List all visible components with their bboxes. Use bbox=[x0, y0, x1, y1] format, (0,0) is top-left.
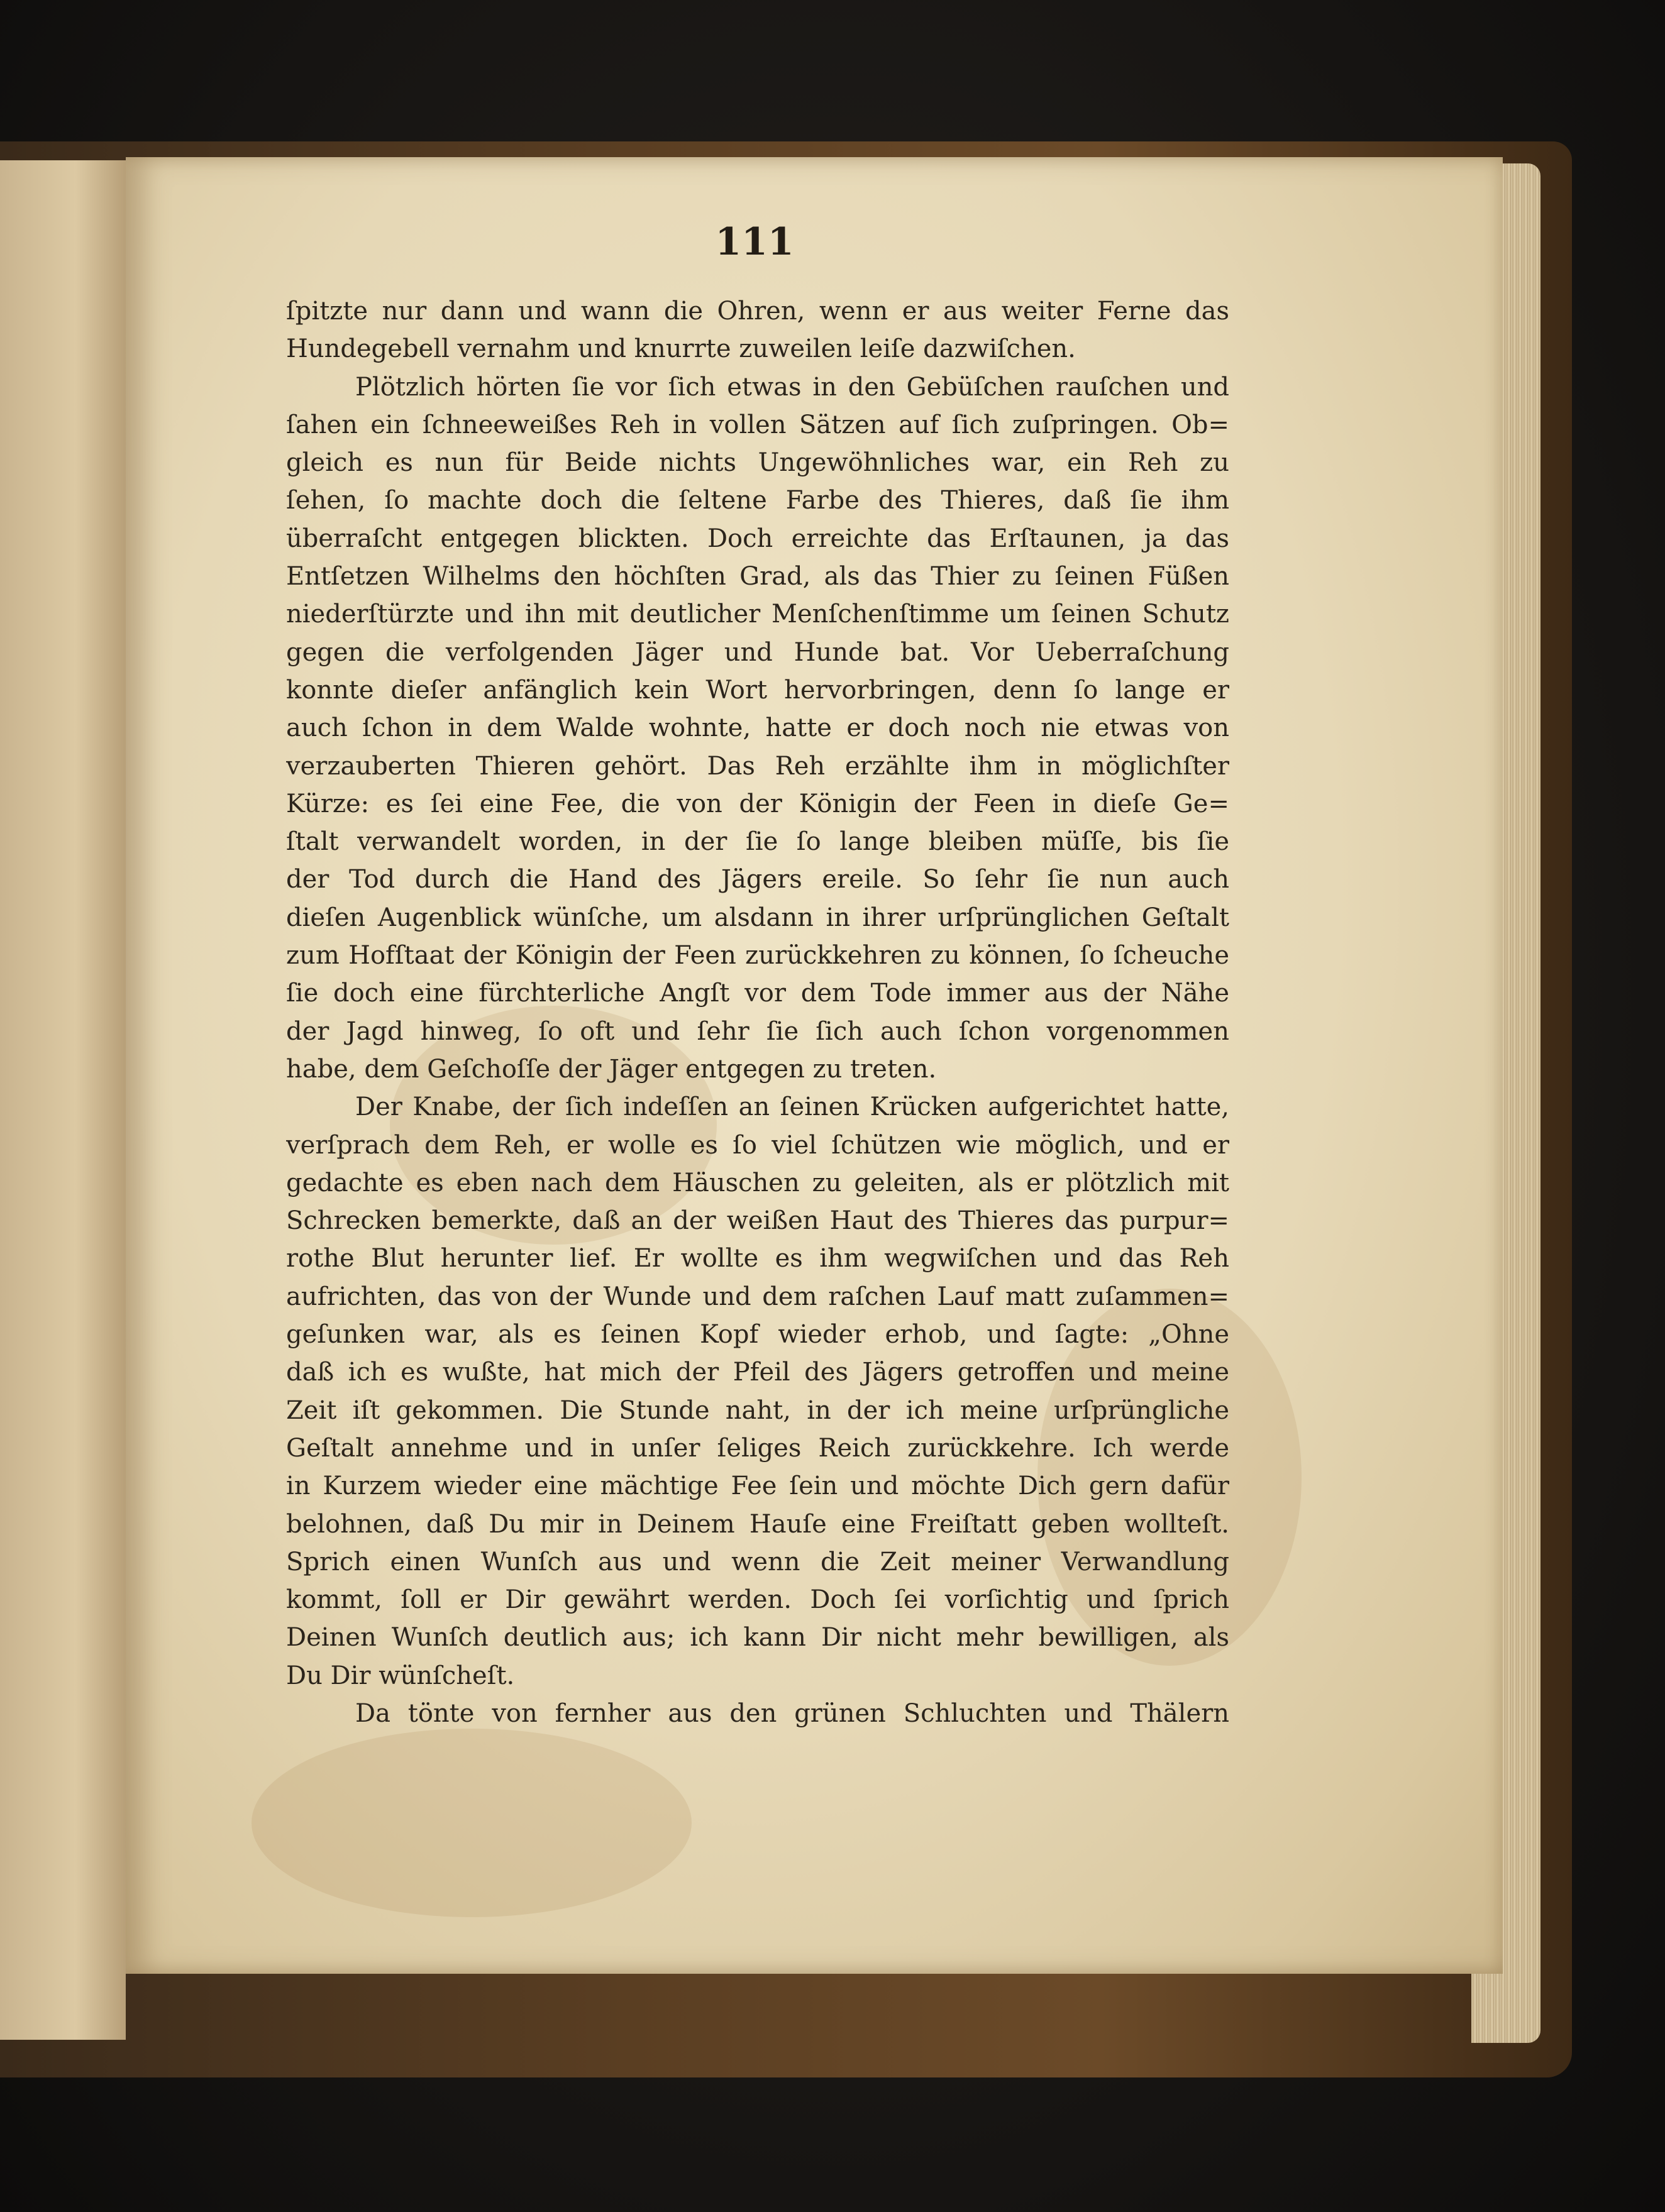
text-line: der Tod durch die Hand des Jägers ereile. So ſehr ſie nun auch bbox=[286, 865, 1229, 894]
text-line: ſpitzte nur dann und wann die Ohren, wenn er aus weiter Ferne das bbox=[286, 297, 1229, 326]
text-line: in Kurzem wieder eine mächtige Fee ſein und möchte Dich gern dafür bbox=[286, 1472, 1229, 1501]
text-line: ſie doch eine fürchterliche Angſt vor dem Tode immer aus der Nähe bbox=[286, 979, 1229, 1008]
page-number: 111 bbox=[715, 220, 794, 264]
text-line: konnte dieſer anfänglich kein Wort hervorbringen, denn ſo lange er bbox=[286, 675, 1229, 705]
text-line: Entſetzen Wilhelms den höchſten Grad, als das Thier zu ſeinen Füßen bbox=[286, 562, 1229, 592]
text-line: Der Knabe, der ſich indeſſen an ſeinen Krücken aufgerichtet hatte, bbox=[355, 1092, 1229, 1122]
text-line: ſahen ein ſchneeweißes Reh in vollen Sätzen auf ſich zuſpringen. Ob= bbox=[286, 410, 1229, 439]
text-line: niederſtürzte und ihn mit deutlicher Menſchenſtimme um ſeinen Schutz bbox=[286, 600, 1229, 629]
text-line: dieſen Augenblick wünſche, um alsdann in ihrer urſprünglichen Geſtalt bbox=[286, 903, 1229, 932]
text-line: Deinen Wunſch deutlich aus; ich kann Dir nicht mehr bewilligen, als bbox=[286, 1623, 1229, 1653]
text-line: verſprach dem Reh, er wolle es ſo viel ſchützen wie möglich, und er bbox=[286, 1130, 1229, 1160]
text-line: Kürze: es ſei eine Fee, die von der Königin der Feen in dieſe Ge= bbox=[286, 789, 1229, 818]
text-line: Hundegebell vernahm und knurrte zuweilen leiſe dazwiſchen. bbox=[286, 334, 1076, 364]
text-line: belohnen, daß Du mir in Deinem Hauſe eine Freiſtatt geben wollteſt. bbox=[286, 1509, 1229, 1539]
text-line: Zeit iſt gekommen. Die Stunde naht, in der ich meine urſprüngliche bbox=[286, 1395, 1229, 1425]
text-line: überraſcht entgegen blickten. Doch erreichte das Erſtaunen, ja das bbox=[286, 524, 1229, 553]
text-line: ſtalt verwandelt worden, in der ſie ſo lange bleiben müſſe, bis ſie bbox=[286, 827, 1229, 857]
body-text bbox=[286, 292, 1229, 1732]
text-line: aufrichten, das von der Wunde und dem raſchen Lauf matt zuſammen= bbox=[286, 1282, 1229, 1311]
text-line: Da tönte von fernher aus den grünen Schluchten und Thälern bbox=[355, 1698, 1229, 1728]
text-line: Schrecken bemerkte, daß an der weißen Haut des Thieres das purpur= bbox=[286, 1206, 1229, 1236]
text-line: daß ich es wußte, hat mich der Pfeil des Jägers getroffen und meine bbox=[286, 1358, 1229, 1387]
text-line: habe, dem Geſchoſſe der Jäger entgegen zu treten. bbox=[286, 1054, 937, 1084]
text-line: Geſtalt annehme und in unſer ſeliges Reich zurückkehre. Ich werde bbox=[286, 1433, 1229, 1463]
text-line: geſunken war, als es ſeinen Kopf wieder erhob, und ſagte: „Ohne bbox=[286, 1320, 1229, 1350]
text-line: Plötzlich hörten ſie vor ſich etwas in den Gebüſchen rauſchen und bbox=[355, 372, 1229, 402]
page-stain bbox=[252, 1729, 692, 1917]
text-line: gedachte es eben nach dem Häuschen zu geleiten, als er plötzlich mit bbox=[286, 1168, 1229, 1197]
text-line: rothe Blut herunter lief. Er wollte es ihm wegwiſchen und das Reh bbox=[286, 1244, 1229, 1274]
text-line: der Jagd hinweg, ſo oft und ſehr ſie ſich auch ſchon vorgenommen bbox=[286, 1016, 1229, 1046]
text-line: verzauberten Thieren gehört. Das Reh erzählte ihm in möglichſter bbox=[286, 751, 1229, 781]
text-line: zum Hofſtaat der Königin der Feen zurückkehren zu können, ſo ſcheuche bbox=[286, 941, 1229, 971]
text-line: ſehen, ſo machte doch die ſeltene Farbe des Thieres, daß ſie ihm bbox=[286, 486, 1229, 515]
text-line: Du Dir wünſcheſt. bbox=[286, 1661, 515, 1690]
text-line: gleich es nun für Beide nichts Ungewöhnliches war, ein Reh zu bbox=[286, 448, 1229, 478]
text-line: gegen die verfolgenden Jäger und Hunde bat. Vor Ueberraſchung bbox=[286, 637, 1229, 667]
text-line: kommt, ſoll er Dir gewährt werden. Doch ſei vorſichtig und ſprich bbox=[286, 1585, 1229, 1615]
text-line: auch ſchon in dem Walde wohnte, hatte er doch noch nie etwas von bbox=[286, 713, 1229, 743]
left-page-edge bbox=[0, 160, 126, 2040]
text-line: Sprich einen Wunſch aus und wenn die Zeit meiner Verwandlung bbox=[286, 1547, 1229, 1576]
